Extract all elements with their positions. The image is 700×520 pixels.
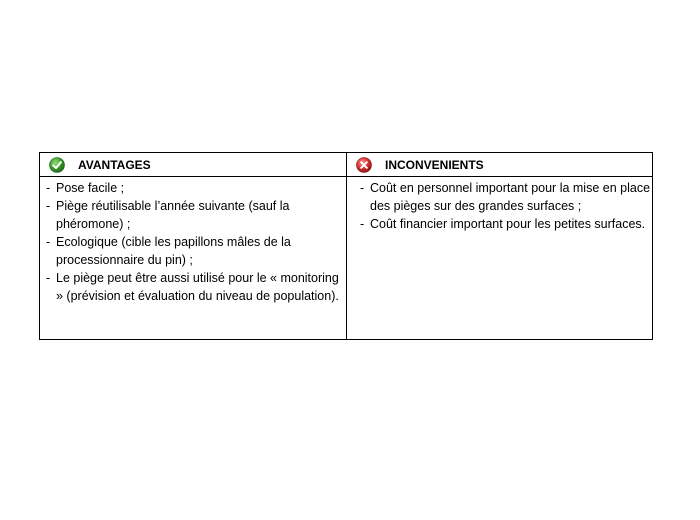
advantage-text: Le piège peut être aussi utilisé pour le « monitoring » (prévision et évaluation du niveau de population). — [56, 271, 339, 303]
advantage-text: Ecologique (cible les papillons mâles de la processionnaire du pin) ; — [56, 235, 291, 267]
disadvantage-text: Coût en personnel important pour la mise en place des pièges sur des grandes surfaces ; — [370, 181, 651, 213]
advantage-text: Piège réutilisable l’année suivante (sauf la phéromone) ; — [56, 199, 290, 231]
list-item: - Coût en personnel important pour la mise en place des pièges sur des grandes surfaces ; — [360, 181, 651, 213]
list-item: - Le piège peut être aussi utilisé pour le « monitoring » (prévision et évaluation du niveau de population). — [40, 269, 346, 305]
list-item: - Pose facile ; — [40, 179, 346, 197]
advantages-header-label: AVANTAGES — [78, 157, 151, 172]
list-item: - Coût financier important pour les petites surfaces. — [347, 215, 652, 233]
disadvantages-header — [347, 153, 652, 177]
list-item: - Piège réutilisable l’année suivante (sauf la phéromone) ; — [40, 197, 346, 233]
advantage-text: Pose facile ; — [56, 181, 125, 195]
advantages-list — [40, 177, 347, 339]
advantages-header — [40, 153, 347, 177]
advantages-disadvantages-table — [39, 152, 653, 340]
disadvantage-text: Coût financier important pour les petites surfaces. — [370, 217, 646, 231]
cross-circle-icon — [356, 157, 372, 173]
list-item: - Ecologique (cible les papillons mâles de la processionnaire du pin) ; — [40, 233, 346, 269]
check-circle-icon — [49, 157, 65, 173]
disadvantages-list — [347, 177, 652, 339]
disadvantages-header-label: INCONVENIENTS — [385, 157, 484, 172]
